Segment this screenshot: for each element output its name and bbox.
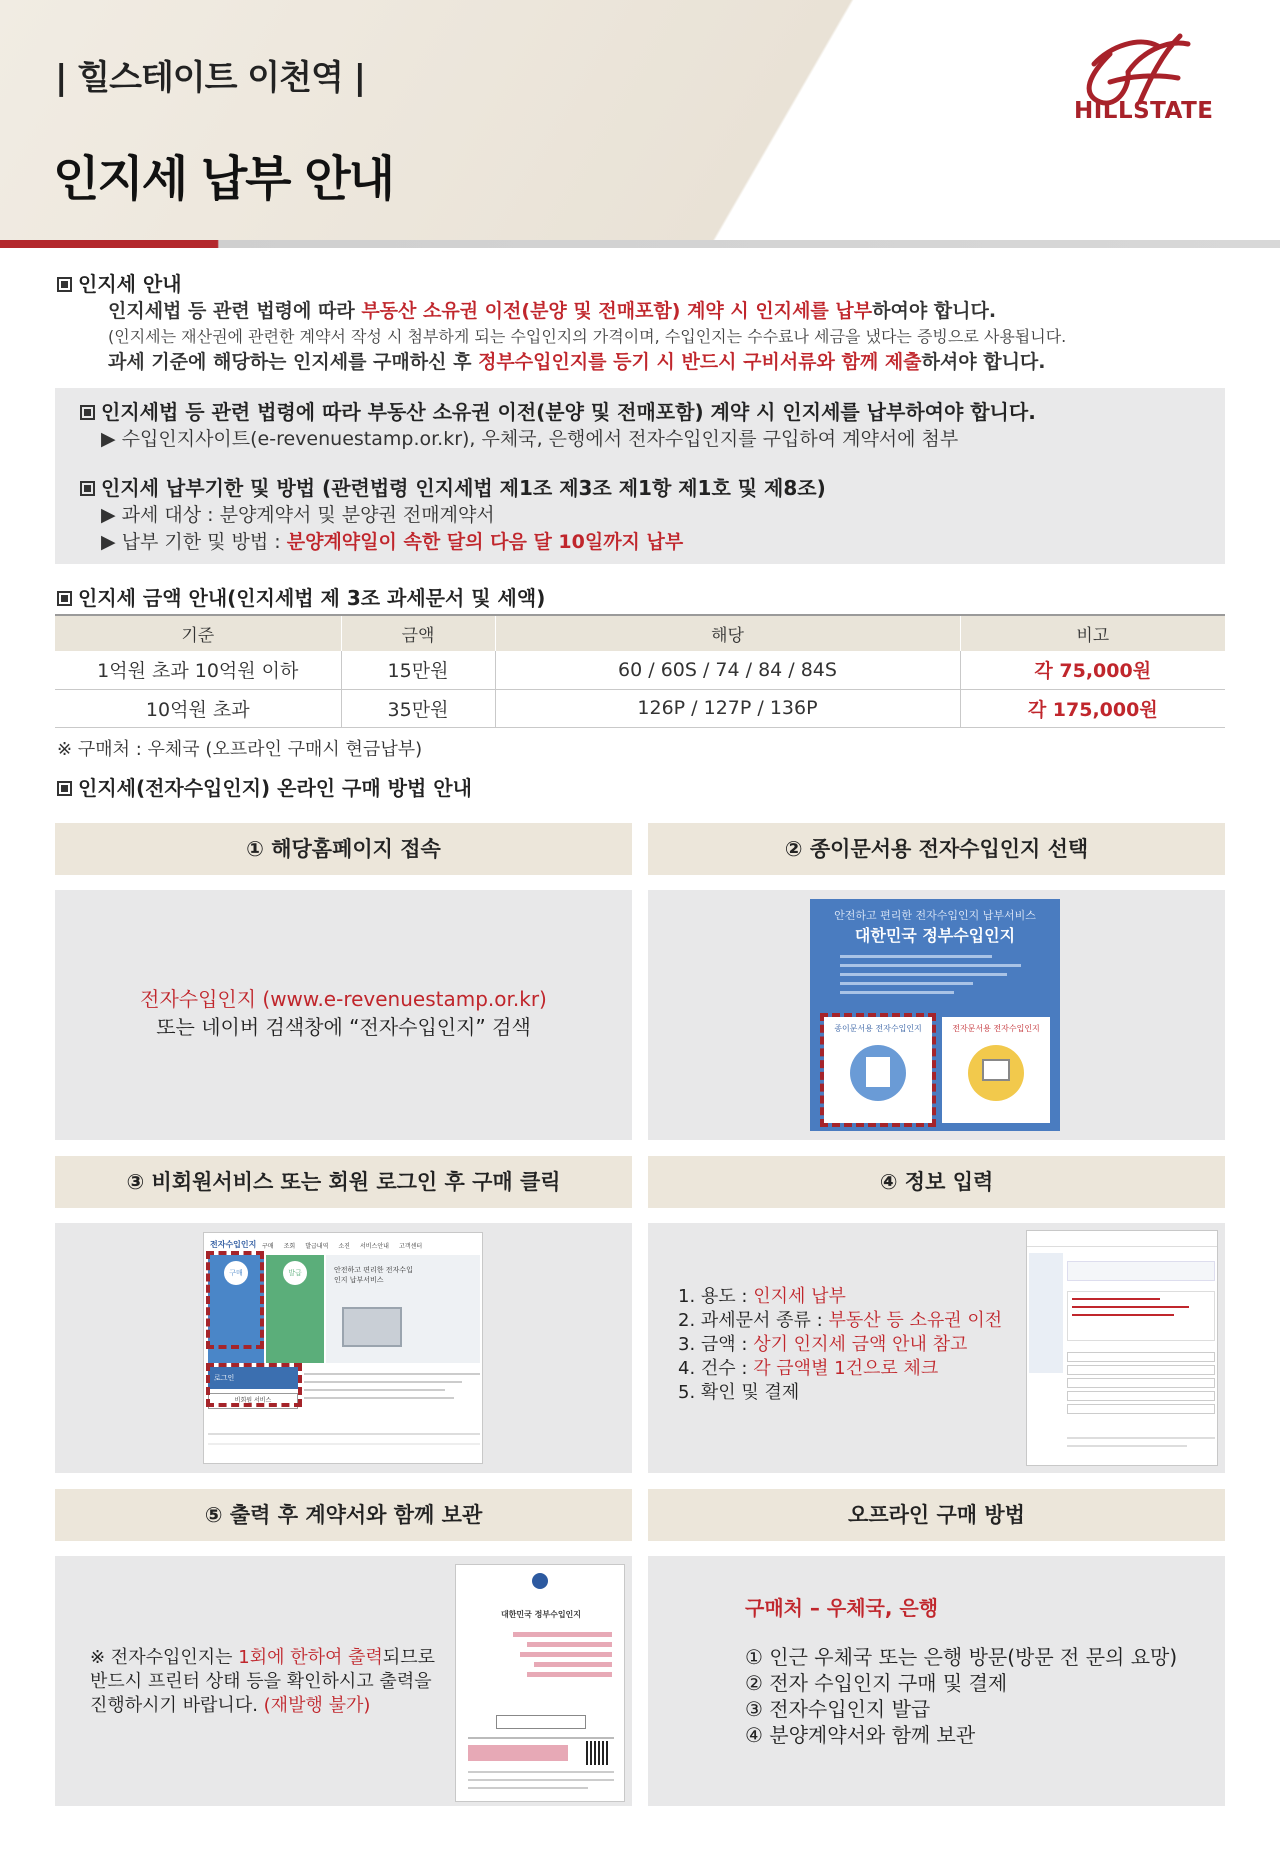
square-bullet-icon <box>57 591 72 606</box>
list-item: ④ 분양계약서와 함께 보관 <box>745 1723 976 1747</box>
list-item: 3. 금액 : 상기 인지세 금액 안내 참고 <box>678 1334 968 1355</box>
step1-text: 전자수입인지 (www.e-revenuestamp.or.kr) 또는 네이버 검색창에 “전자수입인지” 검색 <box>55 985 632 1041</box>
list-item: ① 인근 우체국 또는 은행 방문(방문 전 문의 요망) <box>745 1645 1178 1669</box>
step4-screenshot <box>1026 1230 1218 1466</box>
step5-body <box>55 1556 632 1806</box>
offline-place: 구매처 – 우체국, 은행 <box>745 1596 939 1620</box>
square-bullet-icon <box>80 405 95 420</box>
page-subtitle: | 힐스테이트 이천역 | <box>55 58 366 98</box>
intro-line-3: 과세 기준에 해당하는 인지세를 구매하신 후 정부수입인지를 등기 시 반드시 구비서류와 함께 제출하셔야 합니다. <box>108 351 1046 373</box>
square-bullet-icon <box>57 277 72 292</box>
intro-line-1: 인지세법 등 관련 법령에 따라 부동산 소유권 이전(분양 및 전매포함) 계약 시 인지세를 납부하여야 합니다. <box>108 300 997 322</box>
highlight-box <box>206 1363 302 1407</box>
login-button[interactable]: 로그인 <box>208 1367 298 1389</box>
intro-text <box>108 298 1228 376</box>
amount-table <box>55 614 1225 728</box>
step3-title: ③ 비회원서비스 또는 회원 로그인 후 구매 클릭 <box>55 1156 632 1208</box>
list-item: ③ 전자수입인지 발급 <box>745 1697 931 1721</box>
list-item: ② 전자 수입인지 구매 및 결제 <box>745 1671 1008 1695</box>
list-item: 2. 과세문서 종류 : 부동산 등 소유권 이전 <box>678 1310 1003 1331</box>
offline-body <box>648 1556 1225 1806</box>
screenshot-text-lines <box>840 949 1030 1009</box>
header-divider <box>0 240 1280 248</box>
highlight-box <box>206 1251 264 1349</box>
issue-tile[interactable]: 발급 <box>266 1255 324 1363</box>
step4-body <box>648 1223 1225 1473</box>
list-item: 5. 확인 및 결제 <box>678 1382 800 1403</box>
step2-screenshot: 안전하고 편리한 전자수입인지 납부서비스 대한민국 정부수입인지 종이문서용 전자수입인지 전자문서용 전자수입인지 <box>810 899 1060 1131</box>
monitor-icon <box>968 1045 1024 1101</box>
notice-lines <box>304 1367 480 1427</box>
list-item: 1. 용도 : 인지세 납부 <box>678 1286 846 1307</box>
guest-service-button[interactable]: 비회원 서비스 <box>208 1393 298 1409</box>
buy-tile[interactable]: 구매 <box>208 1255 264 1363</box>
intro-line-2: (인지세는 재산권에 관련한 계약서 작성 시 첨부하게 되는 수입인지의 가격이며, 수입인지는 수수료나 세금을 냈다는 증빙으로 사용됩니다. <box>108 327 1067 346</box>
step3-body <box>55 1223 632 1473</box>
page-title: 인지세 납부 안내 <box>53 151 393 207</box>
step3-screenshot: 전자수입인지 구매 조회 발급내역 소진 서비스안내 고객센터 구매 발급 안전하고 편리한 전자수입인지 납부서비스 로그인 비회원 서비스 <box>203 1232 483 1464</box>
purchase-note: ※ 구매처 : 우체국 (오프라인 구매시 현금납부) <box>57 739 423 760</box>
offline-title: 오프라인 구매 방법 <box>648 1489 1225 1541</box>
step4-title: ④ 정보 입력 <box>648 1156 1225 1208</box>
amount-heading: 인지세 금액 안내(인지세법 제 3조 과세문서 및 세액) <box>57 582 545 611</box>
site-banner: 안전하고 편리한 전자수입인지 납부서비스 <box>326 1255 480 1363</box>
intro-heading: 인지세 안내 <box>57 268 182 297</box>
logo-text: HILLSTATE <box>1074 98 1214 124</box>
square-bullet-icon <box>57 781 72 796</box>
list-item: 4. 건수 : 각 금액별 1건으로 체크 <box>678 1358 939 1379</box>
input-info-list <box>678 1285 1002 1405</box>
step1-title: ① 해당홈페이지 접속 <box>55 823 632 875</box>
info-item-1: 인지세법 등 관련 법령에 따라 부동산 소유권 이전(분양 및 전매포함) 계약 시 인지세를 납부하여야 합니다. ▶ 수입인지사이트(e-revenuestamp.or.kr), 우체국, 은행에서 전자수입인지를 구입하여 계약서에 첨부 <box>80 398 1036 453</box>
qr-code-icon <box>586 1741 610 1765</box>
step2-body <box>648 890 1225 1140</box>
square-bullet-icon <box>80 481 95 496</box>
step1-body <box>55 890 632 1140</box>
info-item-2: 인지세 납부기한 및 방법 (관련법령 인지세법 제1조 제3조 제1항 제1호 및 제8조) ▶ 과세 대상 : 분양계약서 및 분양권 전매계약서 ▶ 납부 기한 및 방법 : 분양계약일이 속한 달의 다음 달 10일까지 납부 <box>80 474 826 556</box>
paper-stamp-card[interactable]: 종이문서용 전자수입인지 <box>824 1017 932 1123</box>
table-row: 1억원 초과 10억원 이하 15만원 60 / 60S / 74 / 84 / 84S 각 75,000원 <box>55 651 1225 689</box>
highlight-box <box>820 1013 936 1127</box>
laptop-icon <box>342 1307 402 1347</box>
electronic-stamp-card[interactable]: 전자문서용 전자수입인지 <box>942 1017 1050 1123</box>
table-header-row: 기준 금액 해당 비고 <box>55 615 1225 651</box>
offline-steps <box>745 1644 1177 1748</box>
emblem-icon <box>532 1573 548 1589</box>
info-box <box>55 388 1225 564</box>
step5-text: ※ 전자수입인지는 1회에 한하여 출력되므로 반드시 프린터 상태 등을 확인하시고 출력을 진행하시기 바랍니다. (재발행 불가) <box>90 1647 436 1716</box>
printed-stamp-document: 대한민국 정부수입인지 <box>455 1564 625 1802</box>
site-url[interactable]: 전자수입인지 (www.e-revenuestamp.or.kr) <box>140 987 547 1011</box>
step5-title: ⑤ 출력 후 계약서와 함께 보관 <box>55 1489 632 1541</box>
table-row: 10억원 초과 35만원 126P / 127P / 136P 각 175,000원 <box>55 689 1225 727</box>
step2-title: ② 종이문서용 전자수입인지 선택 <box>648 823 1225 875</box>
online-heading: 인지세(전자수입인지) 온라인 구매 방법 안내 <box>57 772 472 801</box>
site-nav: 구매 조회 발급내역 소진 서비스안내 고객센터 <box>262 1243 423 1250</box>
